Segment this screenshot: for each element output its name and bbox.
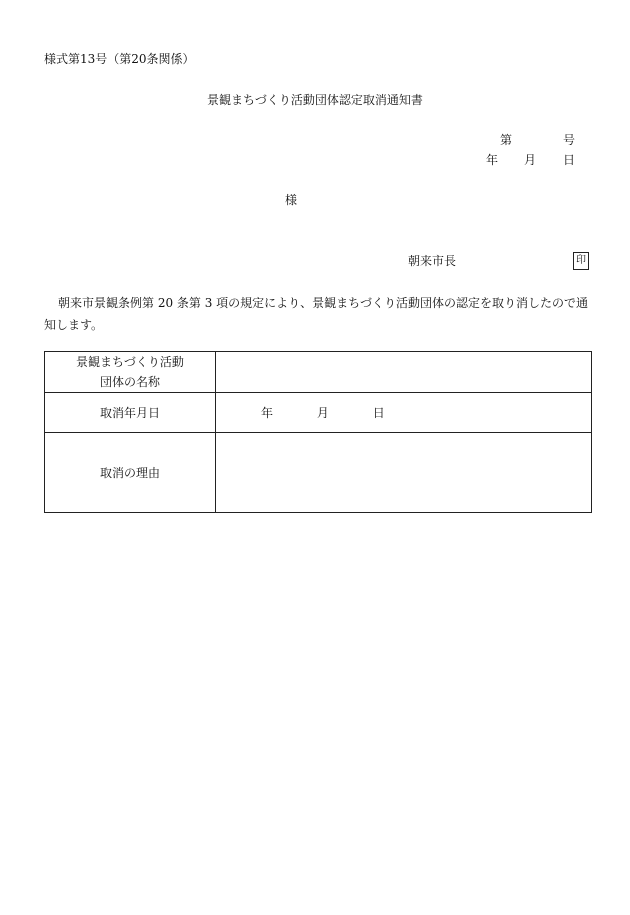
reference-number-suffix: 号: [563, 133, 576, 147]
table-row-group-name: [45, 352, 592, 393]
table-row-cancel-date: [45, 393, 592, 433]
issue-date-month: 月: [524, 153, 537, 167]
group-name-label-line2: 団体の名称: [99, 375, 160, 389]
cancel-reason-label: 取消の理由: [45, 433, 216, 513]
group-name-value[interactable]: [216, 352, 592, 393]
issuer-name: 朝来市長: [408, 254, 457, 268]
issue-date-year: 年: [486, 153, 499, 167]
info-table: [44, 351, 592, 513]
cancel-date-day: 日: [372, 406, 385, 420]
reference-number-prefix: 第: [500, 133, 513, 147]
cancel-date-value[interactable]: [216, 393, 592, 433]
issue-date-day: 日: [563, 153, 576, 167]
cancel-date-year: 年: [261, 406, 274, 420]
group-name-label: [45, 352, 216, 393]
cancel-reason-value[interactable]: [216, 433, 592, 513]
table-row-cancel-reason: [45, 433, 592, 513]
document-title: 景観まちづくり活動団体認定取消通知書: [207, 93, 423, 107]
cancel-date-label: 取消年月日: [45, 393, 216, 433]
form-number: 様式第13号（第20条関係）: [44, 52, 195, 66]
body-text: 朝来市景観条例第 20 条第 3 項の規定により、景観まちづくり活動団体の認定を取り消したので通知します。: [44, 296, 589, 332]
recipient-honorific: 様: [285, 193, 298, 207]
seal-mark: 印: [573, 252, 589, 270]
cancel-date-month: 月: [316, 406, 329, 420]
group-name-label-line1: 景観まちづくり活動: [76, 355, 184, 369]
